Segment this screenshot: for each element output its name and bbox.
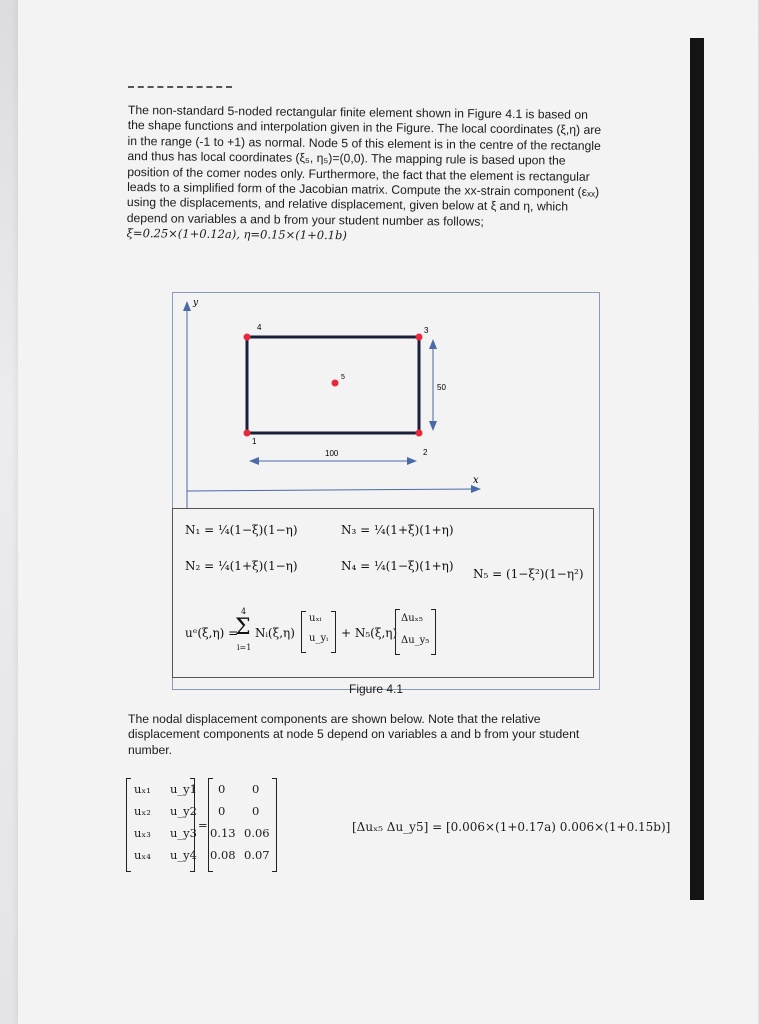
x-axis-label: x (473, 475, 479, 486)
matrix-cell: 0.08 (210, 848, 236, 862)
matrix-cell: uₓ₁ (134, 782, 151, 796)
shape-function-n4: N₄ = ¼(1−ξ)(1+η) (341, 559, 454, 573)
width-label: 100 (325, 449, 339, 458)
element-diagram (173, 293, 599, 508)
figure-caption: Figure 4.1 (349, 682, 404, 696)
paragraph-line: leads to a simplified form of the Jacobian matrix. Compute the xx-strain component (εₓₓ) (127, 180, 600, 199)
relative-displacement-equation: [Δuₓ₅ Δu_y5] = [0.006×(1+0.17a) 0.006×(1+0.15b)] (352, 820, 671, 834)
shape-function-box (172, 508, 594, 678)
width-arrow-right (407, 457, 417, 465)
node-1 (244, 430, 251, 437)
node-label-3: 3 (424, 326, 429, 335)
heading-dash (128, 86, 232, 90)
matrix-cell: uₓ₄ (134, 848, 151, 862)
node-2 (416, 430, 423, 437)
node-label-1: 1 (252, 437, 257, 446)
shape-function-n3: N₃ = ¼(1+ξ)(1+η) (341, 523, 454, 537)
paragraph-line: displacement components at node 5 depend on variables a and b from your student (128, 727, 580, 742)
interpolation-n5: + N₅(ξ,η) (341, 626, 398, 640)
sum-upper-limit: 4 (241, 607, 247, 616)
x-axis-line (187, 489, 479, 491)
matrix-cell: u_y1 (170, 782, 197, 796)
shape-function-n1: N₁ = ¼(1−ξ)(1−η) (185, 523, 298, 537)
matrix-cell: 0 (252, 782, 260, 796)
matrix-cell: 0.06 (244, 826, 270, 840)
matrix-cell: u_y2 (170, 804, 197, 818)
y-axis-label: y (193, 298, 199, 308)
node-4 (244, 334, 251, 341)
paragraph-line: in the range (-1 to +1) as normal. Node 5 of this element is in the centre of the rectangle (127, 133, 601, 153)
vector2-left-bracket (395, 609, 400, 655)
vector1-top: uₓᵢ (309, 613, 322, 624)
node-label-2: 2 (423, 448, 428, 457)
left-matrix-bracket-open (126, 778, 131, 872)
shape-function-n5: N₅ = (1−ξ²)(1−η²) (473, 567, 584, 581)
height-label: 50 (437, 383, 446, 392)
paragraph-line: and thus has local coordinates (ξ₅, η₅)=(0,0). The mapping rule is based upon the (127, 149, 566, 168)
node-label-4: 4 (257, 323, 262, 332)
y-axis-arrowhead (183, 301, 191, 311)
vector1-left-bracket (301, 611, 306, 653)
paragraph-line: The non-standard 5-noded rectangular finite element shown in Figure 4.1 is based on (127, 103, 589, 122)
problem-paragraph (127, 103, 628, 247)
right-matrix-bracket-close (272, 778, 277, 872)
paragraph-line: position of the comer nodes only. Furthermore, the fact that the element is rectangular (127, 164, 590, 184)
vector1-bottom: u_yᵢ (309, 633, 329, 644)
vector1-right-bracket (331, 611, 336, 653)
paragraph-line: The nodal displacement components are shown below. Note that the relative (128, 712, 541, 726)
height-arrow-top (429, 339, 437, 349)
width-arrow-left (249, 457, 259, 465)
x-axis-arrowhead (471, 485, 481, 493)
node-5 (332, 380, 339, 387)
matrix-cell: uₓ₃ (134, 826, 151, 840)
sum-symbol: Σ (235, 615, 251, 640)
paragraph-line: using the displacements, and relative displacement, given below at ξ and η, which (126, 195, 569, 215)
matrix-cell: 0.13 (210, 826, 236, 840)
coords-formula: ξ=0.25×(1+0.12a), η=0.15×(1+0.1b) (126, 226, 347, 243)
matrix-cell: 0 (218, 804, 226, 818)
matrix-cell: 0.07 (244, 848, 270, 862)
vector2-top: Δuₓ₅ (401, 613, 423, 624)
sum-lower-limit: i=1 (237, 643, 252, 652)
vector2-right-bracket (431, 609, 436, 655)
paragraph-line: the shape functions and interpolation given in the Figure. The local coordinates (ξ,η) are (127, 118, 602, 138)
node-label-5: 5 (341, 374, 345, 381)
node-3 (416, 334, 423, 341)
interpolation-ni: Nᵢ(ξ,η) (255, 626, 295, 640)
shape-function-n2: N₂ = ¼(1+ξ)(1−η) (185, 559, 298, 573)
matrix-equals: = (198, 818, 208, 832)
interpolation-lhs: uᵉ(ξ,η) = (185, 626, 239, 640)
matrix-cell: uₓ₂ (134, 804, 151, 818)
paragraph-line: number. (128, 742, 173, 757)
matrix-cell: 0 (252, 804, 260, 818)
height-arrow-bottom (429, 421, 437, 431)
paragraph-line: depend on variables a and b from your student number as follows; (126, 210, 484, 229)
margin-bar (690, 38, 704, 900)
left-matrix-bracket-close (190, 778, 195, 872)
matrix-cell: 0 (218, 782, 226, 796)
vector2-bottom: Δu_y₅ (401, 635, 430, 646)
matrix-cell: u_y4 (170, 848, 197, 862)
matrix-cell: u_y3 (170, 826, 197, 840)
displacement-paragraph (128, 712, 628, 758)
